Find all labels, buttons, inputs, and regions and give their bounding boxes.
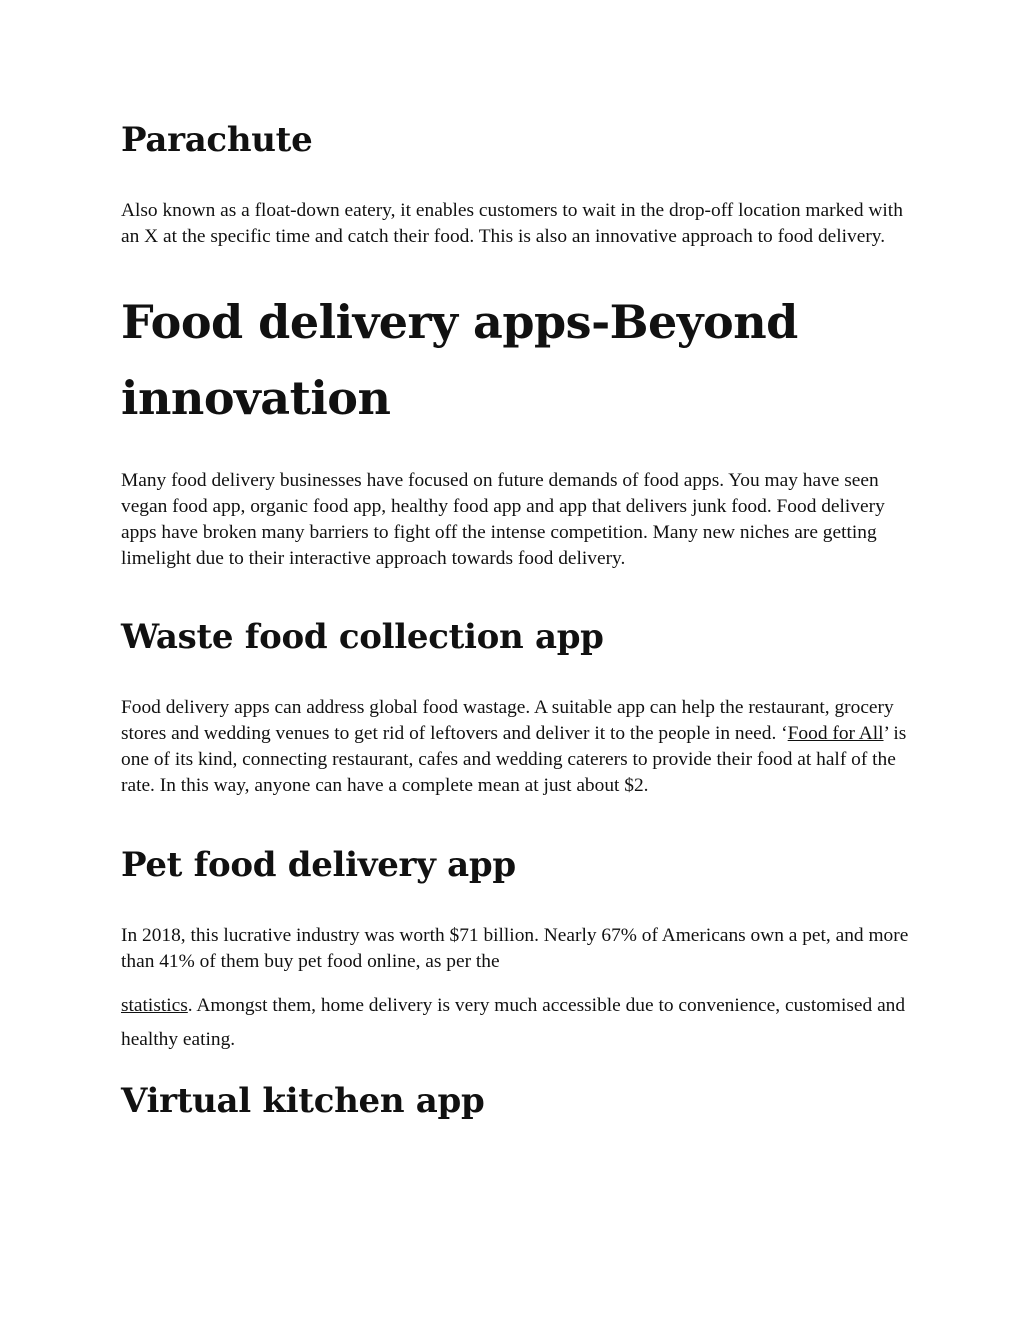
section-body-pet-food-line1: In 2018, this lucrative industry was worth $71 billion. Nearly 67% of Americans own a pet, and more than 41% of them buy pet food online, as per the [121,925,909,972]
food-for-all-link[interactable]: Food for All [787,723,884,744]
section-body-parachute: Also known as a float-down eatery, it enables customers to wait in the drop-off location marked with an X at the specific time and catch their food. This is also an innovative approach to food delivery. [121,200,903,247]
section-heading-parachute: Parachute [121,120,313,160]
section-body-pet-food-continued [121,989,911,1057]
section-body-beyond-innovation: Many food delivery businesses have focused on future demands of food apps. You may have seen vegan food app, organic food app, healthy food app and app that delivers junk food. Food delivery apps have broken many barriers to fight off the intense competition. Many new niches are getting limelight due to their interactive approach towards food delivery. [121,470,885,569]
section-body-waste-food [121,695,911,799]
waste-food-text-before-link: Food delivery apps can address global food wastage. A suitable app can help the restaurant, grocery stores and wedding venues to get rid of leftovers and deliver it to the people in need. ‘ [121,697,894,744]
section-heading-waste-food: Waste food collection app [121,617,604,657]
statistics-link[interactable]: statistics [121,995,188,1016]
section-heading-beyond-innovation: Food delivery apps-Beyond innovation [121,295,798,425]
section-heading-pet-food: Pet food delivery app [121,845,516,885]
waste-food-text-after-link: ’ is one of its kind, connecting restaurant, cafes and wedding caterers to provide their food at half of the rate. In this way, anyone can have a complete mean at just about $2. [121,723,907,796]
section-heading-virtual-kitchen: Virtual kitchen app [121,1081,485,1121]
pet-food-text-after-link: . Amongst them, home delivery is very much accessible due to convenience, customised and healthy eating. [121,995,906,1050]
